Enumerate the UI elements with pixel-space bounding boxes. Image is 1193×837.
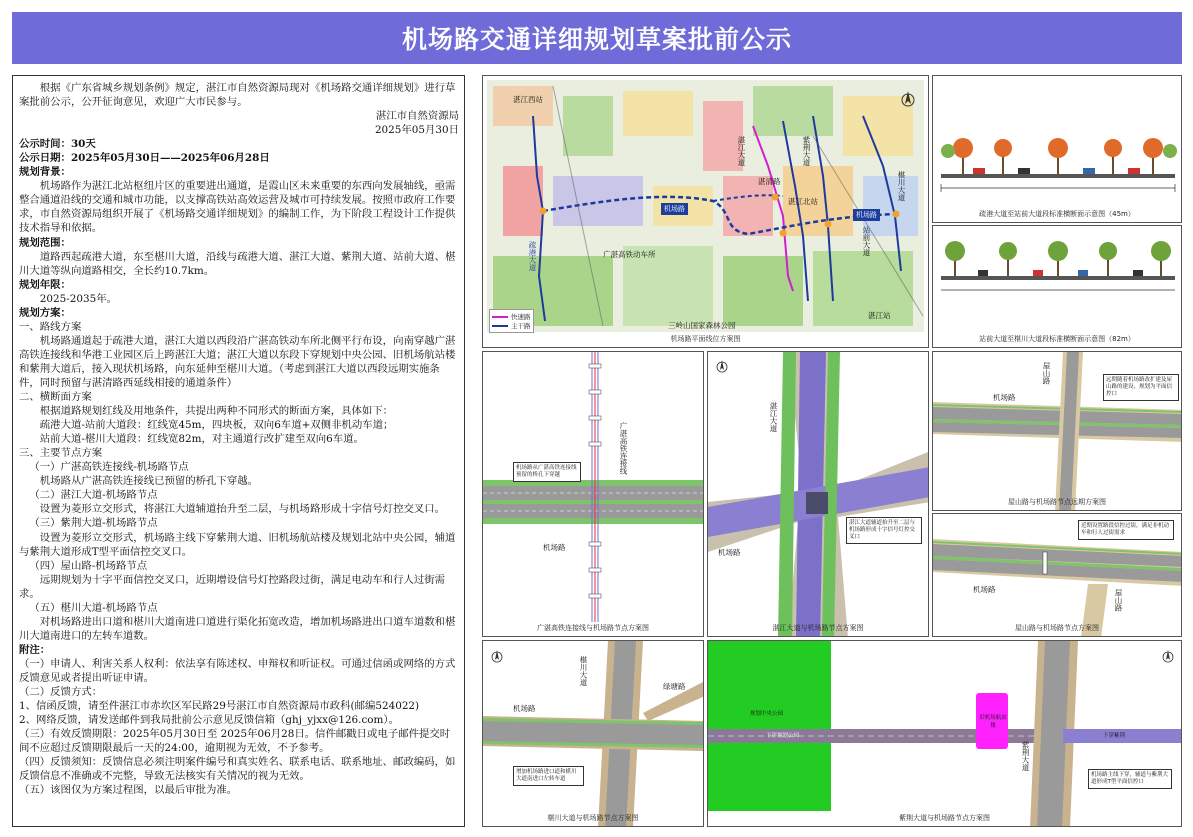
section2-item-b: 站前大道-椹川大道段：红线宽82m，对主通道行改扩建至双向6车道。 — [39, 433, 364, 446]
node5-heading: （五）椹川大道-机场路节点 — [29, 601, 158, 614]
airport-road-tag-west: 机场路 — [661, 203, 688, 215]
page-title: 机场路交通详细规划草案批前公示 — [401, 25, 792, 54]
section3-heading: 三、主要节点方案 — [19, 447, 103, 460]
section1-heading: 一、路线方案 — [19, 320, 82, 333]
node1-text: 机场路从广湛高铁连接线已预留的桥孔下穿越。 — [39, 475, 258, 488]
appendix-item-2: （二）反馈方式： — [19, 686, 103, 699]
title-banner — [12, 12, 1182, 64]
node4-panel — [932, 513, 1182, 637]
route-map-panel — [482, 75, 929, 348]
road-shugang-label: 疏港大道 — [528, 241, 537, 271]
north-station-label: 湛江北站 — [788, 197, 818, 206]
cross-section-82 — [933, 226, 1182, 348]
node3-caption: 屋山路与机场路节点远期方案图 — [1008, 498, 1106, 506]
background-text: 机场路作为湛江北站枢纽片区的重要进出通道，是霞山区未来重要的东西向发展轴线，亟需整合通道沿线的交通和城市功能，以支撑高铁站高效运营及城市可持续发展。按照市政府工作要求，市自然资源局组织开展了《机场路交通详细规划》的编制工作，为下阶段工程设计工作提供技术指导和依据。 — [19, 180, 456, 235]
section1-text: 机场路通道起于疏港大道，湛江大道以西段沿广湛高铁动车所北侧平行布设，向南穿越广湛高铁连接线和华港工业园区后上跨湛江大道；湛江大道以东段下穿规划中央公园、旧机场航站楼和紫荆大道后，接入现状机场路，向东延伸至椹川大道。（考虑到湛江大道以西段远期实施条件，同时预留与湛清路西延线相接的通道条件） — [19, 334, 456, 389]
section2-heading: 二、横断面方案 — [19, 391, 92, 404]
node3-text: 设置为菱形立交形式，机场路主线下穿紫荆大道、旧机场航站楼及规划北站中央公园，辅道与紫荆大道形成T型平面信控交叉口。 — [19, 531, 456, 558]
north-arrow-icon — [492, 650, 502, 662]
node4-heading: （四）屋山路-机场路节点 — [29, 559, 148, 572]
node3-airport-label: 机场路 — [993, 393, 1016, 402]
notice-text-panel — [12, 75, 465, 827]
appendix-item-2-2: 2、网络反馈，请发送邮件到我局批前公示意见反馈信箱（ghj_yjxx@126.com）。 — [19, 714, 399, 727]
park-label: 三岭山国家森林公园 — [668, 321, 736, 330]
node4-road-label: 屋山路 — [1114, 589, 1123, 612]
node6-road-label: 紫荆大道 — [1021, 741, 1030, 771]
plan-heading: 规划方案： — [19, 306, 71, 319]
node6-terminal-label: 旧机场航站楼 — [979, 715, 1007, 729]
node5-text: 对机场路进出口道和椹川大道南进口道进行渠化拓宽改造，增加机场路进出口道车道数和椹川大道南进口的左转车道数。 — [19, 615, 456, 642]
years-text: 2025-2035年。 — [39, 292, 117, 305]
node1-note: 机场路从广湛高铁连接线预留的桥孔下穿越 — [513, 462, 581, 482]
road-chenchuan-label: 椹川大道 — [897, 171, 906, 201]
node3-note: 远期随着机场路改扩建及屋山路的建设，规划为平面信控口 — [1103, 374, 1179, 401]
cross-section-45-caption: 疏港大道至站前大道段标准横断面示意图（45m） — [979, 210, 1135, 218]
node6-panel — [707, 640, 1182, 827]
node3-road-label: 屋山路 — [1042, 362, 1051, 385]
node2-note: 湛江大道辅道抬升至二层与机场路形成十字信号灯控交叉口 — [846, 517, 922, 544]
node6-caption: 紫荆大道与机场路节点方案图 — [899, 814, 990, 822]
issuer: 湛江市自然资源局 — [375, 110, 459, 123]
node5-caption: 椹川大道与机场路节点方案图 — [547, 814, 639, 822]
node2-caption: 湛江大道与机场路节点方案图 — [772, 624, 864, 632]
node6-park-label: 规划中央公园 — [750, 711, 784, 717]
scope-heading: 规划范围： — [19, 236, 71, 249]
section2-item-a: 疏港大道-站前大道段：红线宽45m，四块板，双向6车道+双侧非机动车道； — [39, 419, 394, 432]
node2-road-label: 湛江大道 — [769, 402, 778, 432]
map-legend — [489, 309, 534, 333]
node5-panel — [482, 640, 704, 827]
node2-drawing — [708, 352, 929, 637]
issue-date: 2025年05月30日 — [374, 124, 459, 137]
node6-note: 机场路主线下穿，辅道与紫荆大道形成T型平面信控口 — [1088, 769, 1172, 789]
appendix-item-5: （五）该图仅为方案过程图，以最后审批为准。 — [19, 784, 238, 797]
node6-under-label: 下穿紫荆 — [1103, 733, 1126, 739]
node5-airport-label: 机场路 — [513, 704, 536, 713]
node4-text: 远期规划为十字平面信控交叉口，近期增设信号灯控路段过街，满足电动车和行人过街需求。 — [19, 573, 446, 600]
cross-section-45 — [933, 76, 1182, 223]
appendix-item-4: （四）反馈须知：反馈信息必须注明案件编号和真实姓名、联系电话、联系地址、邮政编码，如反馈信息不准确或不完整，导致无法核实有关情况的视为无效。 — [19, 756, 456, 783]
node5-note: 增加机场路进口道和椹川大道南进口左转车道 — [513, 766, 584, 786]
node1-rail-label: 广湛高铁连接线 — [619, 422, 628, 475]
station-west-label: 湛江西站 — [513, 95, 543, 104]
node1-drawing — [483, 352, 704, 637]
legend-item-arterial: 主干路 — [492, 321, 531, 330]
node4-note: 近期设置路段信控过街，满足非机动车和行人过街需求 — [1078, 520, 1174, 540]
node2-heading: （二）湛江大道-机场路节点 — [29, 489, 158, 502]
node4-caption: 屋山路与机场路节点方案图 — [1015, 624, 1099, 632]
period-label: 公示时间：30天 — [19, 138, 96, 151]
station-east-label: 湛江站 — [868, 311, 891, 320]
dates-label: 公示日期：2025年05月30日——2025年06月28日 — [19, 152, 270, 165]
intro-paragraph: 根据《广东省城乡规划条例》规定，湛江市自然资源局现对《机场路交通详细规划》进行草案批前公示，公开征询意见，欢迎广大市民参与。 — [19, 82, 456, 109]
legend-item-expressway: 快速路 — [492, 312, 531, 321]
node1-heading: （一）广湛高铁连接线-机场路节点 — [29, 461, 189, 474]
airport-road-tag-east: 机场路 — [853, 209, 880, 221]
road-zijing-label: 紫荆大道 — [802, 136, 811, 166]
cross-section-45-panel — [932, 75, 1182, 223]
node2-text: 设置为菱形立交形式，将湛江大道辅道抬升至二层，与机场路形成十字信号灯控交叉口。 — [39, 503, 446, 516]
road-zhanjiang-label: 湛江大道 — [737, 136, 746, 166]
years-heading: 规划年限： — [19, 278, 71, 291]
road-zhanqian-label: 站前大道 — [862, 226, 871, 256]
north-arrow-icon — [1163, 650, 1173, 662]
node5-road-label: 椹川大道 — [579, 656, 588, 686]
appendix-heading: 附注： — [19, 643, 51, 656]
node2-airport-label: 机场路 — [718, 548, 741, 557]
node2-panel — [707, 351, 929, 637]
node5-side-label: 绿塘路 — [663, 682, 686, 691]
node1-caption: 广湛高铁连接线与机场路节点方案图 — [537, 624, 649, 632]
appendix-item-3: （三）有效反馈期限：2025年05月30日至 2025年06月28日。信件邮戳日或电子邮件提交时间不应超过反馈期限最后一天的24:00，逾期视为无效，不予参考。 — [19, 728, 451, 755]
road-zhanqing-label: 湛清路 — [758, 177, 781, 186]
cross-section-82-panel — [932, 225, 1182, 348]
node4-airport-label: 机场路 — [973, 585, 996, 594]
node3-panel — [932, 351, 1182, 511]
node5-drawing — [483, 641, 704, 827]
appendix-item-1: （一）申请人、利害关系人权利：依法享有陈述权、申辩权和听证权。可通过信函或网络的方式反馈意见或者提出听证申请。 — [19, 657, 456, 684]
drawings-area — [482, 75, 1182, 827]
depot-label: 广湛高铁动车所 — [603, 250, 656, 259]
north-arrow-icon — [717, 360, 727, 372]
node6-tunnel-label: 下穿规划公园 — [766, 733, 800, 739]
node1-panel — [482, 351, 704, 637]
scope-text: 道路西起疏港大道，东至椹川大道，沿线与疏港大道、湛江大道、紫荆大道、站前大道、椹川大道等纵向道路相交，全长约10.7km。 — [19, 250, 456, 277]
section2-text: 根据道路规划红线及用地条件，共提出两种不同形式的断面方案，具体如下： — [39, 405, 394, 418]
node1-road-label: 机场路 — [543, 543, 566, 552]
appendix-item-2-1: 1、信函反馈，请至件湛江市赤坎区军民路29号湛江市自然资源局市政科(邮编524022) — [19, 700, 420, 713]
node3-heading: （三）紫荆大道-机场路节点 — [29, 517, 158, 530]
cross-section-82-caption: 站前大道至椹川大道段标准横断面示意图（82m） — [979, 335, 1135, 343]
background-heading: 规划背景： — [19, 166, 71, 179]
map-caption: 机场路平面线位方案图 — [670, 335, 741, 343]
